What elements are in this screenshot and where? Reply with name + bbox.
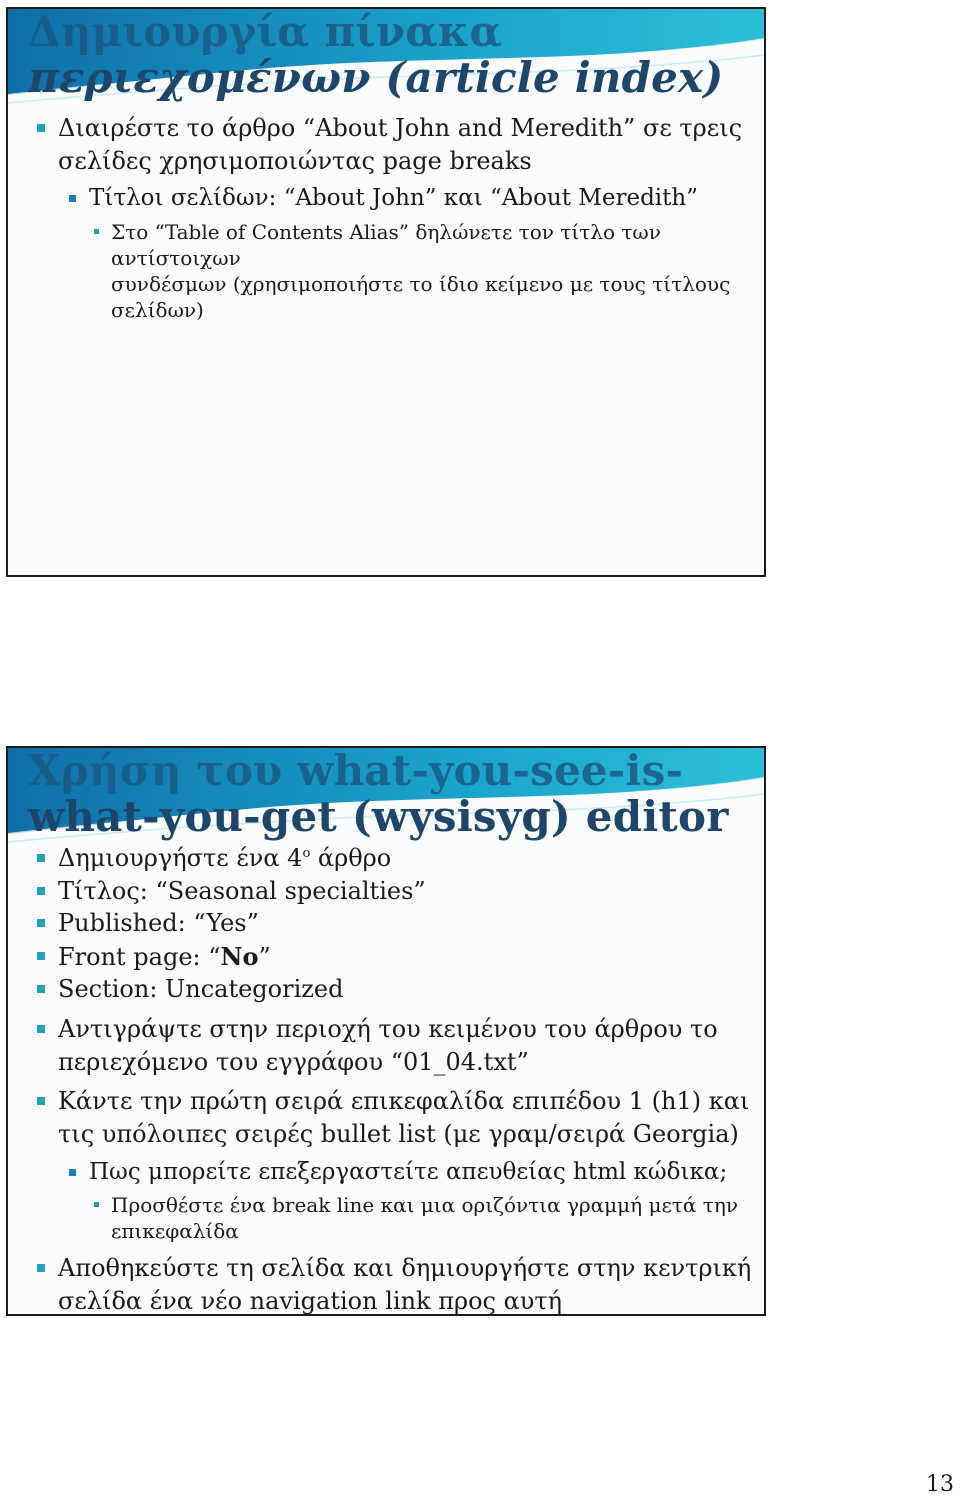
bullet-marker <box>69 1169 76 1176</box>
slide-1 <box>6 7 766 577</box>
bullet-title: Τίτλος: “Seasonal specialties” <box>58 875 426 908</box>
slide-title <box>28 748 754 840</box>
bullet-marker <box>37 1097 45 1105</box>
bullet-marker <box>94 229 99 234</box>
bullet-marker <box>37 854 45 862</box>
bullet-break-line: Προσθέστε ένα break line και μια οριζόντια γραμμή μετά την επικεφαλίδα <box>111 1192 738 1244</box>
bullet-marker <box>37 887 45 895</box>
bullet-marker <box>37 952 45 960</box>
bullet-marker <box>37 1264 45 1272</box>
bullet-toc-alias: Στο “Table of Contents Alias” δηλώνετε τον τίτλο των αντίστοιχων συνδέσμων (χρησιμοποιήστε το ίδιο κείμενο με τους τίτλους σελίδων) <box>111 219 764 323</box>
title-line-2: περιεχομένων (article index) <box>28 53 724 102</box>
bullet-page-titles: Τίτλοι σελίδων: “About John” και “About Meredith” <box>89 183 698 214</box>
bullet-create-article: Δημιουργήστε ένα $4^o$ άρθρο <box>58 842 391 875</box>
title-line-1: Δημιουργία πίνακα <box>28 7 502 56</box>
slide-2 <box>6 746 766 1316</box>
bullet-marker <box>37 1025 45 1033</box>
bullet-split-article: Διαιρέστε το άρθρο “About John and Meredith” σε τρεις σελίδες χρησιμοποιώντας page breaks <box>58 112 742 178</box>
title-line-2: what-you-get (wysisyg) editor <box>28 792 729 841</box>
bullet-save-navigation: Αποθηκεύστε τη σελίδα και δημιουργήστε στην κεντρική σελίδα ένα νέο navigation link προς αυτή <box>58 1252 751 1316</box>
bullet-section: Section: Uncategorized <box>58 973 343 1006</box>
bullet-marker <box>37 124 45 132</box>
bullet-published: Published: “Yes” <box>58 907 259 940</box>
slide-title <box>28 9 754 101</box>
bullet-front-page: Front page: “No” <box>58 940 271 974</box>
bullet-marker <box>37 919 45 927</box>
bullet-marker <box>94 1202 99 1207</box>
page-number: 13 <box>926 1472 954 1497</box>
title-line-1: Χρήση του what-you-see-is- <box>28 746 684 795</box>
bullet-heading-list: Κάντε την πρώτη σειρά επικεφαλίδα επιπέδου 1 (h1) και τις υπόλοιπες σειρές bullet list (με γραμ/σειρά Georgia) <box>58 1085 749 1151</box>
bullet-marker <box>37 985 45 993</box>
bullet-copy-content: Αντιγράψτε στην περιοχή του κειμένου του άρθρου το περιεχόμενο του εγγράφου “01_04.txt” <box>58 1013 718 1079</box>
bullet-edit-html: Πως μπορείτε επεξεργαστείτε απευθείας html κώδικα; <box>89 1157 727 1188</box>
bullet-marker <box>69 195 76 202</box>
